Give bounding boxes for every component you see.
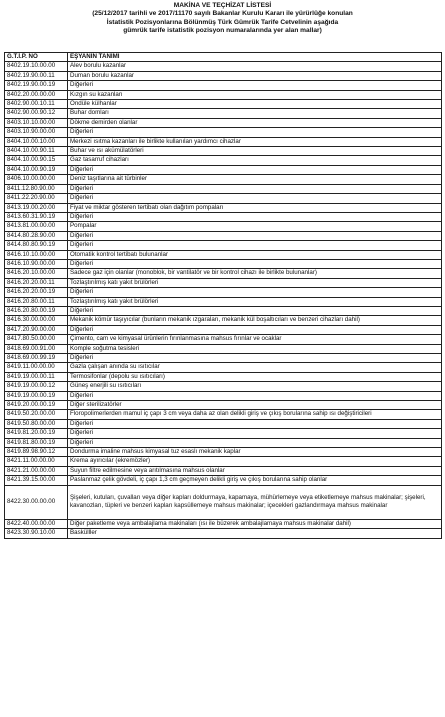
description-cell: Diğerleri (68, 391, 442, 400)
description-cell: Dondurma imaline mahsus kimyasal tuz esaslı mekanik kaplar (68, 448, 442, 457)
table-row (5, 354, 442, 363)
description-cell: Baskülller (68, 529, 442, 538)
table-row (5, 485, 442, 519)
description-cell: Krema ayırıcılar (ekremözler) (68, 457, 442, 466)
description-cell: Kızgın su kazanları (68, 90, 442, 99)
description-cell: Ondüle külhanlar (68, 100, 442, 109)
description-cell: Mekanik kömür taşıyıcılar (bunların mekanik ızgaraları, mekanik kül boşaltıcıları ve benzeri cihazları dahil) (68, 316, 442, 325)
description-cell: Diğerleri (68, 306, 442, 315)
table-body (5, 62, 442, 538)
header-line-2: (25/12/2017 tarihli ve 2017/11170 sayılı Bakanlar Kurulu Kararı ile yürürlüğe konulan (92, 10, 353, 18)
table-row (5, 278, 442, 287)
gtip-code-cell: 8404.10.00.90.11 (5, 147, 68, 156)
gtip-code-cell: 8414.80.80.90.19 (5, 241, 68, 250)
description-cell: Diğerleri (68, 259, 442, 268)
description-cell: Paslanmaz çelik gövdeli, iç çapı 1,3 cm geçmeyen delikli giriş ve çıkış borularına sahip olanlar (68, 476, 442, 485)
description-cell: Merkezi ısıtma kazanları ile birlikte kullanılan yardımcı cihazlar (68, 137, 442, 146)
gtip-code-cell: 8416.20.10.00.00 (5, 269, 68, 278)
gtip-code-cell: 8414.80.28.90.00 (5, 231, 68, 240)
description-cell: Diğerleri (68, 429, 442, 438)
table-row (5, 325, 442, 334)
table-row (5, 184, 442, 193)
description-cell: Komple soğutma tesisleri (68, 344, 442, 353)
header-title: MAKİNA VE TEÇHİZAT LİSTESİ (173, 2, 272, 9)
description-cell: Diğer paketleme veya ambalajlama makinaları (ısı ile büzerek ambalajlamaya mahsus makinalar dahil) (68, 519, 442, 528)
table-row (5, 109, 442, 118)
gtip-code-cell: 8402.19.10.00.00 (5, 62, 68, 71)
gtip-code-cell: 8416.10.10.00.00 (5, 250, 68, 259)
gtip-code-cell: 8404.10.00.90.15 (5, 156, 68, 165)
gtip-code-cell: 8402.19.90.00.11 (5, 71, 68, 80)
gtip-code-cell: 8404.10.00.10.00 (5, 137, 68, 146)
description-cell: Termosifonlar (depolu su ısıtıcıları) (68, 372, 442, 381)
table-row (5, 222, 442, 231)
description-cell: Diğerleri (68, 184, 442, 193)
description-cell: Güneş enerjili su ısıtıcıları (68, 382, 442, 391)
description-cell: Deniz taşıtlarına ait türbinler (68, 175, 442, 184)
description-cell: Fiyat ve miktar gösteren tertibatı olan dağıtım pompaları (68, 203, 442, 212)
gtip-code-cell: 8419.19.00.00.12 (5, 382, 68, 391)
table-row (5, 212, 442, 221)
column-header-description: EŞYANIN TANIMI (68, 53, 442, 62)
gtip-code-cell: 8419.11.00.00.00 (5, 363, 68, 372)
table-row (5, 429, 442, 438)
gtip-code-cell: 8419.81.20.00.19 (5, 429, 68, 438)
gtip-code-cell: 8416.30.00.00.00 (5, 316, 68, 325)
gtip-code-cell: 8419.50.80.00.00 (5, 419, 68, 428)
gtip-code-cell: 8402.19.90.00.19 (5, 81, 68, 90)
gtip-code-cell: 8422.40.00.00.00 (5, 519, 68, 528)
description-cell: Diğer sterilizatörler (68, 401, 442, 410)
table-row (5, 269, 442, 278)
table-row (5, 128, 442, 137)
table-row (5, 203, 442, 212)
gtip-code-cell: 8422.30.00.00.00 (5, 485, 68, 519)
table-row (5, 137, 442, 146)
description-cell: Diğerleri (68, 288, 442, 297)
table-row (5, 382, 442, 391)
gtip-code-cell: 8421.21.00.00.00 (5, 466, 68, 475)
table-row (5, 241, 442, 250)
description-cell: Diğerleri (68, 194, 442, 203)
gtip-code-cell: 8406.10.00.00.00 (5, 175, 68, 184)
table-row (5, 118, 442, 127)
gtip-code-cell: 8419.20.00.00.19 (5, 401, 68, 410)
description-cell: Floropolimerlerden mamul iç çapı 3 cm veya daha az olan delikli giriş ve çıkış borularına sahip ısı değiştiricileri (68, 410, 442, 419)
gtip-code-cell: 8419.19.00.00.19 (5, 391, 68, 400)
description-cell: Buhar domları (68, 109, 442, 118)
description-cell: Diğerleri (68, 354, 442, 363)
table-row (5, 410, 442, 419)
table-row (5, 147, 442, 156)
gtip-code-cell: 8421.39.15.00.00 (5, 476, 68, 485)
gtip-code-cell: 8418.69.00.99.19 (5, 354, 68, 363)
table-row (5, 419, 442, 428)
table-row (5, 391, 442, 400)
description-cell: Diğerleri (68, 438, 442, 447)
column-header-gtip: G.T.İ.P. NO (5, 53, 68, 62)
gtip-code-cell: 8419.50.20.00.00 (5, 410, 68, 419)
table-row (5, 519, 442, 528)
table-row (5, 62, 442, 71)
gtip-code-cell: 8416.20.20.00.11 (5, 278, 68, 287)
description-cell: Tozlaştırılmış katı yakıt brülörleri (68, 297, 442, 306)
table-row (5, 401, 442, 410)
gtip-code-cell: 8402.90.00.10.11 (5, 100, 68, 109)
description-cell: Diğerleri (68, 128, 442, 137)
description-cell: Diğerleri (68, 212, 442, 221)
table-row (5, 363, 442, 372)
table-row (5, 457, 442, 466)
description-cell: Otomatik kontrol tertibatı bulunanlar (68, 250, 442, 259)
table-row (5, 194, 442, 203)
description-cell: Alev borulu kazanlar (68, 62, 442, 71)
description-cell: Dökme demirden olanlar (68, 118, 442, 127)
gtip-code-cell: 8403.10.90.00.00 (5, 128, 68, 137)
gtip-code-cell: 8404.10.00.90.19 (5, 165, 68, 174)
table-row (5, 288, 442, 297)
table-row (5, 259, 442, 268)
table-row (5, 529, 442, 538)
gtip-code-cell: 8411.22.20.90.00 (5, 194, 68, 203)
table-row (5, 71, 442, 80)
table-row (5, 372, 442, 381)
table-row (5, 250, 442, 259)
gtip-code-cell: 8423.30.90.10.00 (5, 529, 68, 538)
gtip-code-cell: 8403.10.10.00.00 (5, 118, 68, 127)
gtip-code-cell: 8413.19.00.20.00 (5, 203, 68, 212)
gtip-code-cell: 8419.89.98.90.12 (5, 448, 68, 457)
description-cell: Sadece gaz için olanlar (monoblok, bir vantilatör ve bir kontrol cihazı ile birlikte bulunanlar) (68, 269, 442, 278)
table-row (5, 438, 442, 447)
description-cell: Pompalar (68, 222, 442, 231)
gtip-code-cell: 8411.12.80.90.00 (5, 184, 68, 193)
description-cell: Diğerleri (68, 419, 442, 428)
description-cell: Suyun filtre edilmesine veya arıtılmasına mahsus olanlar (68, 466, 442, 475)
table-row (5, 156, 442, 165)
gtip-code-cell: 8413.60.31.90.19 (5, 212, 68, 221)
gtip-code-cell: 8402.20.00.00.00 (5, 90, 68, 99)
table-row (5, 448, 442, 457)
table-row (5, 316, 442, 325)
gtip-code-cell: 8413.81.00.00.00 (5, 222, 68, 231)
description-cell: Gaz tasarruf cihazları (68, 156, 442, 165)
description-cell: Çimento, cam ve kimyasal ürünlerin fırınlanmasına mahsus fırınlar ve ocaklar (68, 335, 442, 344)
gtip-code-cell: 8419.19.00.00.11 (5, 372, 68, 381)
description-cell: Diğerleri (68, 325, 442, 334)
table-row (5, 100, 442, 109)
table-row (5, 90, 442, 99)
header-line-4: gümrük tarife istatistik pozisyon numaralarında yer alan mallar) (123, 27, 322, 35)
description-cell: Diğerleri (68, 81, 442, 90)
gtip-code-cell: 8419.81.80.00.19 (5, 438, 68, 447)
table-row (5, 335, 442, 344)
gtip-code-cell: 8418.69.00.91.00 (5, 344, 68, 353)
table-row (5, 306, 442, 315)
document-header (0, 0, 445, 36)
table-row (5, 476, 442, 485)
description-cell: Şişeleri, kutuları, çuvalları veya diğer kapları doldurmaya, kapamaya, mühürlemeye veya etiketlemeye mahsus makinalar; şişeleri, kavanozları, tüpleri ve benzeri kapları kapsüllemeye mahsus makinalar; içecekleri gazlandırmaya mahsus makinalar (68, 485, 442, 519)
table-row (5, 297, 442, 306)
table-row (5, 165, 442, 174)
table-row (5, 344, 442, 353)
gtip-code-cell: 8417.80.50.00.00 (5, 335, 68, 344)
description-cell: Diğerleri (68, 241, 442, 250)
table-row (5, 81, 442, 90)
gtip-code-cell: 8417.20.90.00.00 (5, 325, 68, 334)
gtip-code-cell: 8416.20.20.00.19 (5, 288, 68, 297)
description-cell: Diğerleri (68, 231, 442, 240)
gtip-code-cell: 8402.90.00.90.12 (5, 109, 68, 118)
machinery-table (4, 52, 442, 539)
gtip-code-cell: 8416.10.90.00.00 (5, 259, 68, 268)
table-header-row (5, 53, 442, 62)
gtip-code-cell: 8416.20.80.00.19 (5, 306, 68, 315)
description-cell: Diğerleri (68, 165, 442, 174)
description-cell: Tozlaştırılmış katı yakıt brülörleri (68, 278, 442, 287)
description-cell: Duman borulu kazanlar (68, 71, 442, 80)
description-cell: Gazla çalışan anında su ısıtıcılar (68, 363, 442, 372)
description-cell: Buhar ve ısı akümülatörleri (68, 147, 442, 156)
table-row (5, 175, 442, 184)
table-row (5, 231, 442, 240)
header-line-3: İstatistik Pozisyonlarına Bölünmüş Türk Gümrük Tarife Cetvelinin aşağıda (106, 18, 339, 26)
gtip-code-cell: 8421.11.00.00.00 (5, 457, 68, 466)
gtip-code-cell: 8416.20.80.00.11 (5, 297, 68, 306)
table-row (5, 466, 442, 475)
